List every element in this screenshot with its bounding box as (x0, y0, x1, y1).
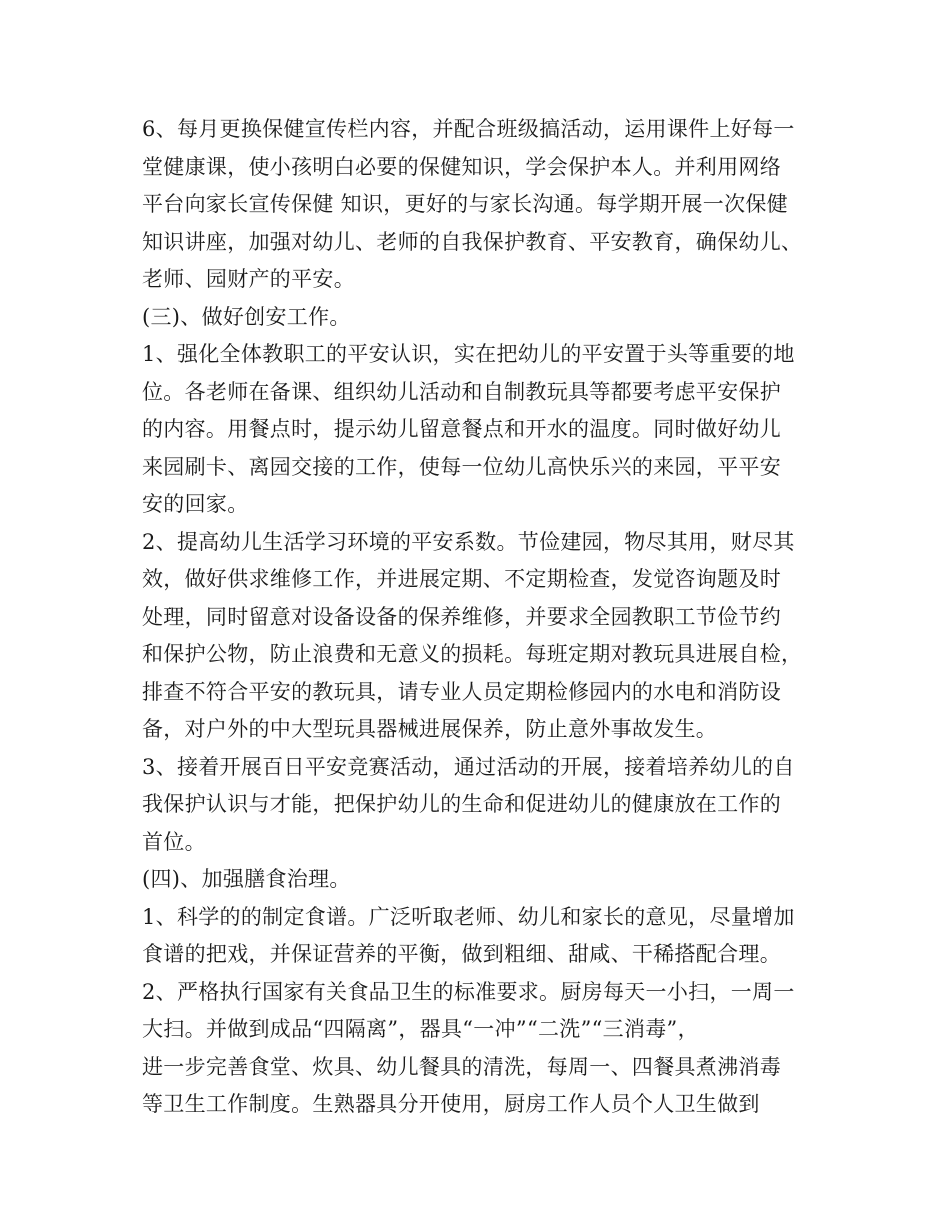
text-line: 的内容。用餐点时，提示幼儿留意餐点和开水的温度。同时做好幼儿 (142, 417, 781, 441)
text-line: 平台向家长宣传保健 知识，更好的与家长沟通。每学期开展一次保健 (142, 192, 788, 216)
text-line: 安的回家。 (142, 492, 249, 516)
text-line: 1、强化全体教职工的平安认识，实在把幼儿的平安置于头等重要的地 (142, 342, 795, 366)
text-line: 大扫。并做到成品“四隔离”，器具“一冲”“二洗”“三消毒”， (142, 1017, 699, 1041)
text-line: 排查不符合平安的教玩具，请专业人员定期检修园内的水电和消防设 (142, 679, 781, 704)
text-line: 2、提高幼儿生活学习环境的平安系数。节俭建园，物尽其用，财尽其 (142, 529, 795, 554)
text-line: 3、接着开展百日平安竞赛活动，通过活动的开展，接着培养幼儿的自 (142, 754, 795, 779)
text-line: 来园刷卡、离园交接的工作，使每一位幼儿高快乐兴的来园，平平安 (142, 454, 781, 479)
text-line: 6、每月更换保健宣传栏内容，并配合班级搞活动，运用课件上好每一 (142, 117, 795, 141)
text-line: 备，对户外的中大型玩具器械进展保养，防止意外事故发生。 (142, 717, 718, 741)
text-line: 食谱的把戏，并保证营养的平衡，做到粗细、甜咸、干稀搭配合理。 (142, 942, 781, 966)
text-line: 处理，同时留意对设备设备的保养维修，并要求全园教职工节俭节约 (142, 604, 781, 629)
text-line: 和保护公物，防止浪费和无意义的损耗。每班定期对教玩具进展自检， (142, 642, 803, 666)
text-line: 等卫生工作制度。生熟器具分开使用，厨房工作人员个人卫生做到 (142, 1092, 760, 1116)
text-line: 老师、园财产的平安。 (142, 267, 355, 291)
text-line: 效，做好供求维修工作，并进展定期、不定期检查，发觉咨询题及时 (142, 567, 781, 591)
text-line: 我保护认识与才能，把保护幼儿的生命和促进幼儿的健康放在工作的 (142, 792, 781, 816)
text-line: 知识讲座，加强对幼儿、老师的自我保护教育、平安教育，确保幼儿、 (142, 229, 803, 254)
text-line: 1、科学的的制定食谱。广泛听取老师、幼儿和家长的意见，尽量增加 (142, 904, 795, 929)
text-line: 堂健康课，使小孩明白必要的保健知识，学会保护本人。并利用网络 (142, 154, 781, 179)
document-body (142, 111, 822, 1124)
text-line: 首位。 (142, 829, 206, 854)
text-line: 进一步完善食堂、炊具、幼儿餐具的清洗，每周一、四餐具煮沸消毒 (142, 1054, 781, 1079)
section-heading: (三)、做好创安工作。 (142, 304, 351, 329)
text-line: 2、严格执行国家有关食品卫生的标准要求。厨房每天一小扫，一周一 (142, 979, 795, 1004)
text-line: 位。各老师在备课、组织幼儿活动和自制教玩具等都要考虑平安保护 (142, 379, 781, 404)
section-heading: (四)、加强膳食治理。 (142, 867, 351, 891)
